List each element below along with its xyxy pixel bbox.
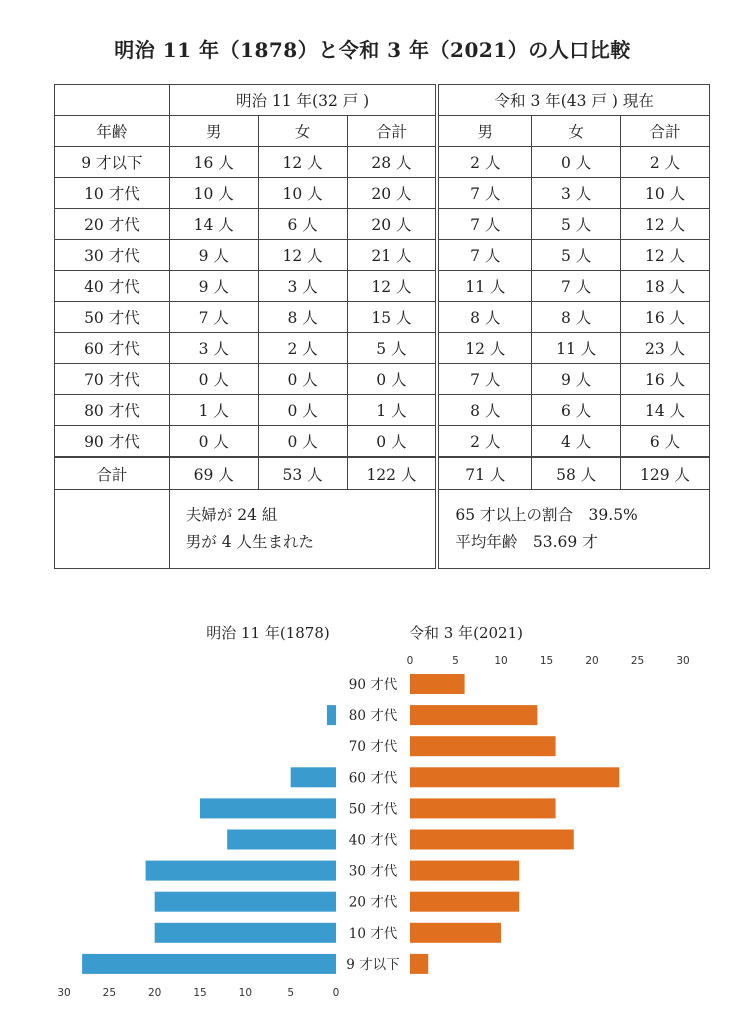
count-cell: 6 人 — [621, 426, 710, 458]
count-cell: 0 人 — [169, 426, 258, 458]
col-header: 合計 — [621, 116, 710, 147]
bar-meiji — [200, 798, 336, 818]
left-axis-tick-label: 25 — [102, 987, 117, 999]
bar-meiji — [82, 954, 336, 974]
count-cell: 1 人 — [169, 395, 258, 426]
count-cell: 9 人 — [169, 271, 258, 302]
count-cell: 6 人 — [532, 395, 621, 426]
bar-reiwa — [410, 923, 501, 943]
bar-meiji — [327, 705, 336, 725]
count-cell: 12 人 — [437, 333, 531, 364]
count-cell: 10 人 — [621, 178, 710, 209]
count-cell: 5 人 — [347, 333, 437, 364]
count-cell: 20 人 — [347, 209, 437, 240]
right-axis-tick-label: 5 — [452, 655, 459, 667]
count-cell: 0 人 — [258, 364, 347, 395]
left-axis-tick-label: 10 — [238, 987, 253, 999]
category-label: 80 才代 — [348, 708, 398, 725]
count-cell: 20 人 — [347, 178, 437, 209]
table-row — [55, 426, 710, 458]
bar-meiji — [291, 767, 336, 787]
count-cell: 23 人 — [621, 333, 710, 364]
total-cell: 53 人 — [258, 457, 347, 490]
count-cell: 7 人 — [532, 271, 621, 302]
table-row — [55, 240, 710, 271]
butterfly-chart — [0, 612, 745, 1024]
count-cell: 16 人 — [169, 147, 258, 178]
age-group-cell: 10 才代 — [55, 178, 170, 209]
bar-reiwa — [410, 736, 556, 756]
group-header-reiwa: 令和 3 年(43 戸 ) 現在 — [437, 85, 709, 116]
notes-blank-cell — [55, 490, 170, 569]
left-axis-tick-label: 5 — [287, 987, 295, 999]
bar-reiwa — [410, 705, 537, 725]
bar-meiji — [146, 861, 336, 881]
category-label: 20 才代 — [348, 894, 398, 911]
count-cell: 11 人 — [437, 271, 531, 302]
col-header: 男 — [437, 116, 531, 147]
count-cell: 7 人 — [437, 209, 531, 240]
count-cell: 8 人 — [437, 395, 531, 426]
category-label: 50 才代 — [348, 801, 398, 818]
bar-reiwa — [410, 861, 519, 881]
count-cell: 5 人 — [532, 240, 621, 271]
right-axis-tick-label: 20 — [585, 655, 599, 667]
category-label: 60 才代 — [348, 770, 398, 787]
table-notes-row — [55, 490, 710, 569]
count-cell: 3 人 — [169, 333, 258, 364]
count-cell: 16 人 — [621, 364, 710, 395]
total-cell: 69 人 — [169, 457, 258, 490]
note-couples: 夫婦が 24 組 — [185, 506, 278, 524]
table-body — [55, 147, 710, 458]
count-cell: 12 人 — [347, 271, 437, 302]
age-group-cell: 30 才代 — [55, 240, 170, 271]
category-label: 90 才代 — [348, 677, 398, 693]
col-header: 男 — [169, 116, 258, 147]
category-label: 9 才以下 — [346, 956, 400, 973]
bar-reiwa — [410, 830, 574, 850]
bar-reiwa — [410, 892, 519, 912]
bar-reiwa — [410, 767, 619, 787]
count-cell: 0 人 — [258, 426, 347, 458]
col-header: 合計 — [347, 116, 437, 147]
count-cell: 10 人 — [258, 178, 347, 209]
right-axis-tick-label: 25 — [630, 655, 645, 667]
chart-svg — [0, 612, 745, 1024]
age-group-cell: 9 才以下 — [55, 147, 170, 178]
count-cell: 0 人 — [258, 395, 347, 426]
count-cell: 8 人 — [437, 302, 531, 333]
total-cell: 129 人 — [621, 457, 710, 490]
table-row — [55, 302, 710, 333]
count-cell: 15 人 — [347, 302, 437, 333]
table-total-row — [55, 457, 710, 490]
count-cell: 14 人 — [621, 395, 710, 426]
table-corner-cell — [55, 85, 170, 116]
page-title: 明治 11 年（1878）と令和 3 年（2021）の人口比較 — [114, 38, 631, 62]
count-cell: 0 人 — [532, 147, 621, 178]
population-table — [54, 84, 710, 569]
bar-meiji — [155, 923, 336, 943]
count-cell: 12 人 — [621, 240, 710, 271]
left-axis-tick-label: 20 — [147, 987, 162, 999]
age-group-cell: 40 才代 — [55, 271, 170, 302]
count-cell: 4 人 — [532, 426, 621, 458]
count-cell: 7 人 — [437, 364, 531, 395]
count-cell: 12 人 — [258, 240, 347, 271]
left-axis-tick-label: 30 — [57, 987, 71, 999]
count-cell: 2 人 — [437, 426, 531, 458]
table-col-header-row — [55, 116, 710, 147]
count-cell: 2 人 — [621, 147, 710, 178]
category-label: 10 才代 — [348, 925, 398, 942]
category-label: 70 才代 — [348, 739, 398, 756]
count-cell: 8 人 — [532, 302, 621, 333]
bar-reiwa — [410, 674, 465, 694]
count-cell: 7 人 — [169, 302, 258, 333]
note-average-age: 平均年齢 53.69 才 — [455, 533, 598, 551]
right-axis-tick-label: 0 — [406, 655, 414, 667]
category-label: 30 才代 — [348, 863, 398, 880]
count-cell: 3 人 — [532, 178, 621, 209]
count-cell: 0 人 — [169, 364, 258, 395]
count-cell: 3 人 — [258, 271, 347, 302]
table-row — [55, 271, 710, 302]
count-cell: 12 人 — [621, 209, 710, 240]
count-cell: 2 人 — [437, 147, 531, 178]
left-axis-tick-label: 15 — [193, 987, 207, 999]
total-cell: 58 人 — [532, 457, 621, 490]
col-header: 女 — [532, 116, 621, 147]
count-cell: 8 人 — [258, 302, 347, 333]
age-group-cell: 20 才代 — [55, 209, 170, 240]
table-row — [55, 364, 710, 395]
count-cell: 28 人 — [347, 147, 437, 178]
count-cell: 7 人 — [437, 178, 531, 209]
count-cell: 11 人 — [532, 333, 621, 364]
total-cell: 122 人 — [347, 457, 437, 490]
right-axis-tick-label: 15 — [539, 655, 554, 667]
count-cell: 5 人 — [532, 209, 621, 240]
bar-reiwa — [410, 954, 428, 974]
group-header-meiji: 明治 11 年(32 戸 ) — [169, 85, 437, 116]
notes-reiwa — [437, 490, 709, 569]
table-row — [55, 147, 710, 178]
bar-meiji — [155, 892, 336, 912]
table-row — [55, 209, 710, 240]
count-cell: 12 人 — [258, 147, 347, 178]
count-cell: 2 人 — [258, 333, 347, 364]
col-header: 年齢 — [55, 116, 170, 147]
total-cell: 合計 — [55, 457, 170, 490]
count-cell: 18 人 — [621, 271, 710, 302]
left-axis-tick-label: 0 — [332, 987, 340, 999]
count-cell: 9 人 — [532, 364, 621, 395]
right-axis-tick-label: 10 — [494, 655, 508, 667]
right-axis-tick-label: 30 — [676, 655, 690, 667]
count-cell: 10 人 — [169, 178, 258, 209]
count-cell: 0 人 — [347, 426, 437, 458]
age-group-cell: 70 才代 — [55, 364, 170, 395]
count-cell: 16 人 — [621, 302, 710, 333]
table-row — [55, 395, 710, 426]
note-elderly-ratio: 65 才以上の割合 39.5% — [455, 506, 638, 524]
count-cell: 9 人 — [169, 240, 258, 271]
age-group-cell: 80 才代 — [55, 395, 170, 426]
col-header: 女 — [258, 116, 347, 147]
bar-reiwa — [410, 798, 556, 818]
legend-reiwa: 令和 3 年(2021) — [409, 624, 523, 642]
table-row — [55, 178, 710, 209]
age-group-cell: 90 才代 — [55, 426, 170, 458]
total-cell: 71 人 — [437, 457, 531, 490]
category-label: 40 才代 — [348, 832, 398, 849]
bar-meiji — [227, 830, 336, 850]
count-cell: 6 人 — [258, 209, 347, 240]
count-cell: 14 人 — [169, 209, 258, 240]
count-cell: 0 人 — [347, 364, 437, 395]
legend-meiji: 明治 11 年(1878) — [206, 624, 330, 642]
count-cell: 21 人 — [347, 240, 437, 271]
notes-meiji — [169, 490, 437, 569]
age-group-cell: 50 才代 — [55, 302, 170, 333]
note-births: 男が 4 人生まれた — [185, 533, 315, 551]
age-group-cell: 60 才代 — [55, 333, 170, 364]
table-row — [55, 333, 710, 364]
count-cell: 7 人 — [437, 240, 531, 271]
table-group-header-row — [55, 85, 710, 116]
count-cell: 1 人 — [347, 395, 437, 426]
